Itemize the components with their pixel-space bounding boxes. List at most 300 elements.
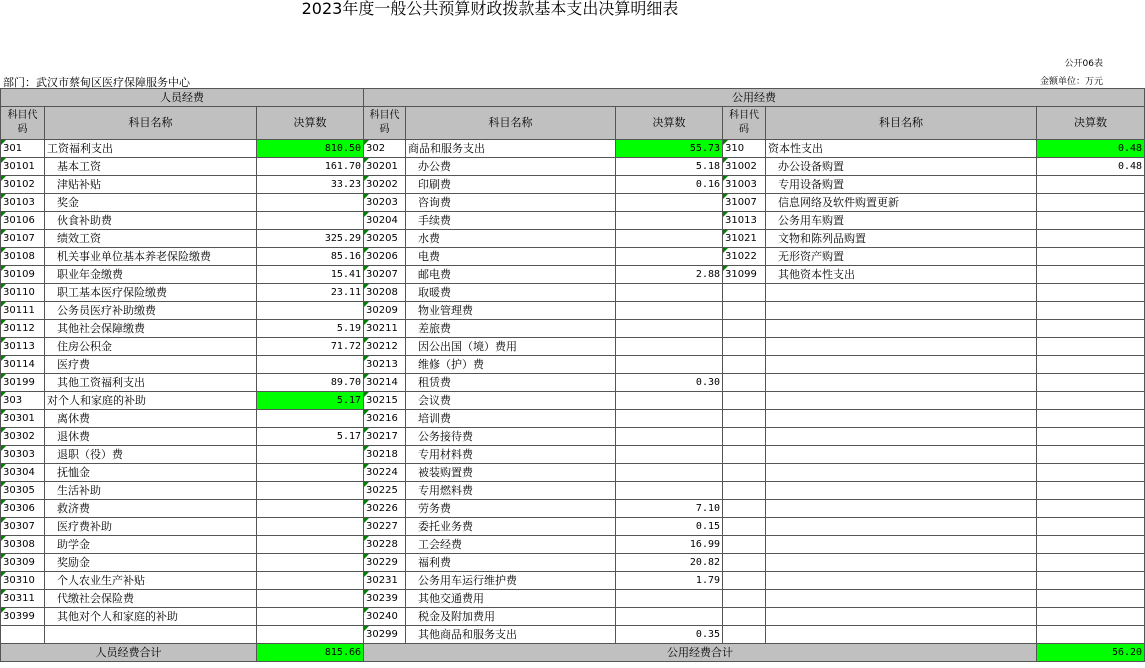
personnel-code-cell: 30111 [1,302,45,320]
goods-name-cell: 商品和服务支出 [406,140,616,158]
goods-code-cell: 30239 [364,590,406,608]
personnel-amount-cell: 325.29 [257,230,364,248]
goods-code-cell: 30240 [364,608,406,626]
table-row [1,500,1145,518]
capital-code-cell [723,626,766,644]
goods-amount-cell: 2.88 [616,266,723,284]
table-row [1,356,1145,374]
capital-name-cell: 其他资本性支出 [766,266,1037,284]
goods-amount-cell [616,446,723,464]
capital-code-cell [723,338,766,356]
goods-name-cell: 差旅费 [406,320,616,338]
goods-amount-cell [616,230,723,248]
personnel-amount-cell [257,500,364,518]
goods-amount-cell: 55.73 [616,140,723,158]
personnel-name-cell: 住房公积金 [45,338,257,356]
personnel-name-cell: 生活补助 [45,482,257,500]
capital-name-cell: 文物和陈列品购置 [766,230,1037,248]
personnel-code-cell: 301 [1,140,45,158]
goods-code-cell: 30212 [364,338,406,356]
personnel-name-cell: 对个人和家庭的补助 [45,392,257,410]
personnel-amount-cell [257,464,364,482]
goods-name-cell: 取暖费 [406,284,616,302]
table-row [1,482,1145,500]
personnel-code-cell: 30310 [1,572,45,590]
goods-name-cell: 手续费 [406,212,616,230]
capital-code-cell [723,482,766,500]
goods-name-cell: 电费 [406,248,616,266]
personnel-code-cell: 303 [1,392,45,410]
personnel-code-cell: 30199 [1,374,45,392]
goods-name-cell: 福利费 [406,554,616,572]
col-header-amount: 决算数 [1037,107,1145,140]
capital-code-cell: 31099 [723,266,766,284]
personnel-code-cell: 30311 [1,590,45,608]
goods-code-cell: 30211 [364,320,406,338]
column-header-row [1,107,1145,140]
goods-code-cell: 302 [364,140,406,158]
goods-amount-cell [616,338,723,356]
goods-code-cell: 30227 [364,518,406,536]
goods-code-cell: 30231 [364,572,406,590]
capital-name-cell [766,464,1037,482]
personnel-amount-cell [257,356,364,374]
personnel-name-cell: 基本工资 [45,158,257,176]
goods-name-cell: 维修（护）费 [406,356,616,374]
capital-code-cell [723,284,766,302]
goods-code-cell: 30224 [364,464,406,482]
goods-code-cell: 30218 [364,446,406,464]
capital-name-cell [766,410,1037,428]
personnel-name-cell: 抚恤金 [45,464,257,482]
personnel-code-cell: 30112 [1,320,45,338]
personnel-amount-cell [257,590,364,608]
personnel-code-cell: 30399 [1,608,45,626]
capital-name-cell [766,626,1037,644]
personnel-name-cell: 退休费 [45,428,257,446]
personnel-name-cell: 绩效工资 [45,230,257,248]
goods-amount-cell: 0.35 [616,626,723,644]
col-header-amount: 决算数 [616,107,723,140]
goods-name-cell: 被装购置费 [406,464,616,482]
personnel-name-cell: 职工基本医疗保险缴费 [45,284,257,302]
personnel-code-cell: 30107 [1,230,45,248]
goods-name-cell: 公务接待费 [406,428,616,446]
capital-name-cell [766,320,1037,338]
table-row [1,374,1145,392]
goods-amount-cell [616,302,723,320]
amount-unit-label: 金额单位：万元 [1039,77,1103,87]
personnel-amount-cell: 5.17 [257,392,364,410]
goods-amount-cell [616,410,723,428]
col-header-name: 科目名称 [406,107,616,140]
col-header-code: 科目代码 [723,107,766,140]
goods-name-cell: 培训费 [406,410,616,428]
goods-amount-cell [616,482,723,500]
personnel-code-cell: 30308 [1,536,45,554]
capital-amount-cell [1037,284,1145,302]
goods-code-cell: 30213 [364,356,406,374]
goods-code-cell: 30216 [364,410,406,428]
personnel-code-cell: 30301 [1,410,45,428]
report-title: 2023年度一般公共预算财政拨款基本支出决算明细表 [301,0,679,18]
goods-code-cell: 30214 [364,374,406,392]
personnel-amount-cell [257,482,364,500]
goods-code-cell: 30217 [364,428,406,446]
goods-name-cell: 会议费 [406,392,616,410]
capital-code-cell: 31021 [723,230,766,248]
col-header-name: 科目名称 [766,107,1037,140]
goods-amount-cell [616,392,723,410]
capital-name-cell: 办公设备购置 [766,158,1037,176]
personnel-name-cell: 工资福利支出 [45,140,257,158]
personnel-amount-cell [257,536,364,554]
public-group-header: 公用经费 [364,89,1145,107]
personnel-group-header: 人员经费 [1,89,364,107]
personnel-name-cell: 其他社会保障缴费 [45,320,257,338]
goods-code-cell: 30204 [364,212,406,230]
personnel-name-cell [45,626,257,644]
goods-amount-cell: 7.10 [616,500,723,518]
col-header-amount: 决算数 [257,107,364,140]
goods-name-cell: 邮电费 [406,266,616,284]
personnel-code-cell: 30114 [1,356,45,374]
personnel-amount-cell: 810.50 [257,140,364,158]
personnel-name-cell: 退职（役）费 [45,446,257,464]
capital-name-cell: 专用设备购置 [766,176,1037,194]
goods-amount-cell [616,212,723,230]
table-row [1,608,1145,626]
capital-code-cell [723,500,766,518]
goods-amount-cell [616,464,723,482]
capital-amount-cell [1037,446,1145,464]
capital-code-cell [723,374,766,392]
capital-name-cell [766,572,1037,590]
personnel-code-cell [1,626,45,644]
goods-name-cell: 印刷费 [406,176,616,194]
goods-amount-cell: 0.16 [616,176,723,194]
personnel-code-cell: 30101 [1,158,45,176]
goods-amount-cell: 5.18 [616,158,723,176]
capital-amount-cell [1037,212,1145,230]
personnel-amount-cell: 161.70 [257,158,364,176]
capital-amount-cell [1037,176,1145,194]
table-row [1,248,1145,266]
capital-name-cell [766,482,1037,500]
goods-code-cell: 30207 [364,266,406,284]
capital-code-cell [723,590,766,608]
capital-name-cell [766,428,1037,446]
capital-name-cell [766,518,1037,536]
personnel-code-cell: 30103 [1,194,45,212]
capital-name-cell [766,338,1037,356]
capital-amount-cell [1037,590,1145,608]
goods-amount-cell [616,194,723,212]
personnel-name-cell: 个人农业生产补贴 [45,572,257,590]
personnel-name-cell: 其他对个人和家庭的补助 [45,608,257,626]
capital-amount-cell [1037,356,1145,374]
capital-name-cell [766,284,1037,302]
table-row [1,338,1145,356]
capital-amount-cell [1037,464,1145,482]
table-row [1,572,1145,590]
personnel-name-cell: 伙食补助费 [45,212,257,230]
personnel-name-cell: 医疗费 [45,356,257,374]
total-row [1,644,1145,662]
goods-name-cell: 办公费 [406,158,616,176]
personnel-amount-cell: 5.17 [257,428,364,446]
goods-code-cell: 30215 [364,392,406,410]
goods-name-cell: 咨询费 [406,194,616,212]
goods-amount-cell: 16.99 [616,536,723,554]
table-row [1,266,1145,284]
capital-code-cell [723,356,766,374]
personnel-name-cell: 奖金 [45,194,257,212]
goods-name-cell: 物业管理费 [406,302,616,320]
capital-name-cell [766,302,1037,320]
table-row [1,428,1145,446]
capital-code-cell [723,320,766,338]
capital-amount-cell [1037,392,1145,410]
goods-code-cell: 30225 [364,482,406,500]
capital-code-cell: 310 [723,140,766,158]
table-row [1,176,1145,194]
personnel-name-cell: 职业年金缴费 [45,266,257,284]
goods-amount-cell [616,608,723,626]
goods-amount-cell [616,356,723,374]
group-header-row [1,89,1145,107]
capital-code-cell [723,536,766,554]
capital-name-cell [766,608,1037,626]
personnel-code-cell: 30110 [1,284,45,302]
goods-code-cell: 30208 [364,284,406,302]
personnel-amount-cell: 5.19 [257,320,364,338]
capital-code-cell: 31003 [723,176,766,194]
personnel-code-cell: 30108 [1,248,45,266]
table-row [1,230,1145,248]
personnel-amount-cell [257,608,364,626]
capital-code-cell [723,464,766,482]
capital-name-cell [766,554,1037,572]
goods-code-cell: 30202 [364,176,406,194]
table-row [1,158,1145,176]
capital-name-cell [766,356,1037,374]
capital-name-cell: 无形资产购置 [766,248,1037,266]
goods-amount-cell [616,284,723,302]
col-header-code: 科目代码 [364,107,406,140]
personnel-name-cell: 离休费 [45,410,257,428]
table-row [1,590,1145,608]
goods-code-cell: 30203 [364,194,406,212]
personnel-total-label: 人员经费合计 [1,644,257,662]
personnel-name-cell: 代缴社会保险费 [45,590,257,608]
personnel-code-cell: 30307 [1,518,45,536]
goods-code-cell: 30229 [364,554,406,572]
personnel-total-value: 815.66 [257,644,364,662]
capital-amount-cell [1037,410,1145,428]
personnel-code-cell: 30302 [1,428,45,446]
capital-amount-cell [1037,572,1145,590]
table-row [1,626,1145,644]
personnel-name-cell: 救济费 [45,500,257,518]
goods-name-cell: 租赁费 [406,374,616,392]
capital-code-cell [723,608,766,626]
goods-amount-cell: 0.30 [616,374,723,392]
capital-code-cell [723,302,766,320]
capital-amount-cell [1037,626,1145,644]
personnel-name-cell: 津贴补贴 [45,176,257,194]
goods-name-cell: 劳务费 [406,500,616,518]
goods-amount-cell [616,320,723,338]
capital-amount-cell [1037,536,1145,554]
table-row [1,446,1145,464]
capital-code-cell [723,518,766,536]
capital-name-cell [766,536,1037,554]
personnel-amount-cell [257,410,364,428]
table-row [1,536,1145,554]
col-header-name: 科目名称 [45,107,257,140]
capital-amount-cell [1037,374,1145,392]
goods-code-cell: 30201 [364,158,406,176]
table-row [1,284,1145,302]
table-row [1,554,1145,572]
goods-name-cell: 工会经费 [406,536,616,554]
personnel-code-cell: 30305 [1,482,45,500]
capital-amount-cell [1037,320,1145,338]
capital-amount-cell [1037,554,1145,572]
capital-name-cell: 信息网络及软件购置更新 [766,194,1037,212]
capital-name-cell: 公务用车购置 [766,212,1037,230]
capital-amount-cell [1037,500,1145,518]
goods-code-cell: 30228 [364,536,406,554]
goods-amount-cell: 20.82 [616,554,723,572]
capital-code-cell: 31013 [723,212,766,230]
personnel-amount-cell: 15.41 [257,266,364,284]
personnel-name-cell: 医疗费补助 [45,518,257,536]
goods-amount-cell: 0.15 [616,518,723,536]
personnel-code-cell: 30113 [1,338,45,356]
capital-code-cell [723,554,766,572]
table-row [1,464,1145,482]
personnel-amount-cell [257,626,364,644]
goods-name-cell: 因公出国（境）费用 [406,338,616,356]
goods-code-cell: 30206 [364,248,406,266]
personnel-amount-cell: 33.23 [257,176,364,194]
personnel-amount-cell [257,302,364,320]
personnel-amount-cell [257,194,364,212]
goods-amount-cell [616,428,723,446]
goods-amount-cell [616,248,723,266]
capital-code-cell: 31022 [723,248,766,266]
table-row [1,140,1145,158]
table-row [1,302,1145,320]
personnel-code-cell: 30106 [1,212,45,230]
capital-code-cell: 31007 [723,194,766,212]
personnel-name-cell: 助学金 [45,536,257,554]
public-total-value: 56.20 [1037,644,1145,662]
capital-name-cell [766,374,1037,392]
goods-name-cell: 税金及附加费用 [406,608,616,626]
capital-name-cell [766,590,1037,608]
goods-name-cell: 委托业务费 [406,518,616,536]
public-total-label: 公用经费合计 [364,644,1037,662]
goods-name-cell: 专用燃料费 [406,482,616,500]
table-row [1,410,1145,428]
goods-code-cell: 30209 [364,302,406,320]
personnel-name-cell: 机关事业单位基本养老保险缴费 [45,248,257,266]
personnel-code-cell: 30303 [1,446,45,464]
goods-name-cell: 公务用车运行维护费 [406,572,616,590]
capital-name-cell [766,392,1037,410]
table-row [1,212,1145,230]
personnel-code-cell: 30309 [1,554,45,572]
capital-code-cell [723,428,766,446]
capital-amount-cell: 0.48 [1037,140,1145,158]
capital-code-cell [723,446,766,464]
goods-amount-cell: 1.79 [616,572,723,590]
capital-name-cell [766,500,1037,518]
capital-amount-cell [1037,302,1145,320]
personnel-amount-cell: 71.72 [257,338,364,356]
personnel-code-cell: 30109 [1,266,45,284]
personnel-name-cell: 奖励金 [45,554,257,572]
personnel-amount-cell [257,572,364,590]
personnel-amount-cell [257,446,364,464]
personnel-amount-cell [257,554,364,572]
capital-amount-cell [1037,266,1145,284]
capital-code-cell [723,572,766,590]
capital-name-cell: 资本性支出 [766,140,1037,158]
capital-amount-cell [1037,338,1145,356]
table-row [1,392,1145,410]
capital-name-cell [766,446,1037,464]
personnel-amount-cell: 89.70 [257,374,364,392]
personnel-amount-cell: 85.16 [257,248,364,266]
capital-amount-cell [1037,608,1145,626]
table-row [1,194,1145,212]
capital-amount-cell [1037,248,1145,266]
goods-name-cell: 专用材料费 [406,446,616,464]
capital-amount-cell [1037,518,1145,536]
col-header-code: 科目代码 [1,107,45,140]
form-number: 公开06表 [1064,59,1103,69]
capital-code-cell: 31002 [723,158,766,176]
personnel-code-cell: 30102 [1,176,45,194]
goods-code-cell: 30205 [364,230,406,248]
capital-amount-cell [1037,482,1145,500]
capital-code-cell [723,410,766,428]
department-label: 部门：武汉市蔡甸区医疗保障服务中心 [3,76,190,89]
personnel-name-cell: 公务员医疗补助缴费 [45,302,257,320]
capital-amount-cell [1037,194,1145,212]
personnel-code-cell: 30304 [1,464,45,482]
capital-amount-cell [1037,230,1145,248]
goods-amount-cell [616,590,723,608]
capital-code-cell [723,392,766,410]
table-row [1,320,1145,338]
personnel-amount-cell: 23.11 [257,284,364,302]
goods-name-cell: 其他交通费用 [406,590,616,608]
capital-amount-cell [1037,428,1145,446]
personnel-amount-cell [257,518,364,536]
goods-name-cell: 其他商品和服务支出 [406,626,616,644]
personnel-code-cell: 30306 [1,500,45,518]
personnel-amount-cell [257,212,364,230]
goods-code-cell: 30226 [364,500,406,518]
goods-name-cell: 水费 [406,230,616,248]
table-row [1,518,1145,536]
expenditure-table [0,88,1145,662]
